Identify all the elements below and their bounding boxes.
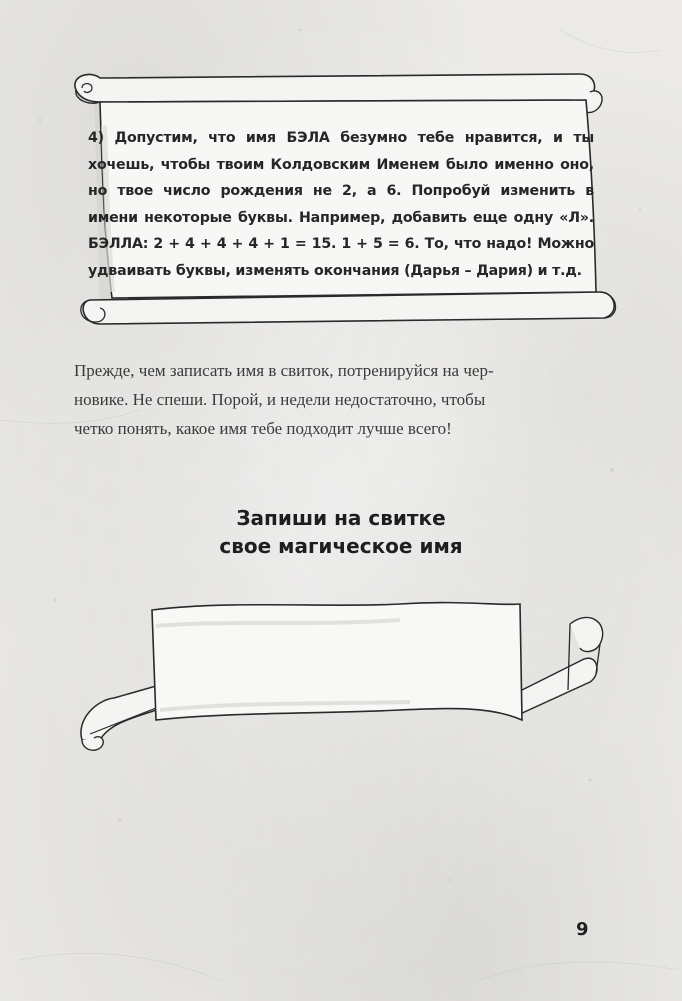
body-paragraph bbox=[74, 356, 608, 443]
paragraph-line: четко понять, какое имя тебе подходит лучше всего! bbox=[74, 419, 452, 438]
title-line: свое магическое имя bbox=[219, 534, 463, 558]
name-banner-scroll[interactable] bbox=[70, 590, 610, 760]
scroll-instruction-text: 4) Допустим, что имя БЭЛА безумно тебе нравится, и ты хочешь, чтобы твоим Колдовским Именем было именно оно, но твое число рождения не 2, а 6. Попробуй изменить в имени некоторые буквы. Например, добавить еще одну «Л». БЭЛЛА: 2 + 4 + 4 + 4 + 1 = 15. 1 + 5 = 6. То, что надо! Можно удваивать буквы, изменять окончания (Дарья – Дария) и т.д. bbox=[88, 130, 594, 279]
paragraph-line: новике. Не спеши. Порой, и недели недостаточно, чтобы bbox=[74, 390, 486, 409]
section-title bbox=[120, 504, 562, 560]
paragraph-line: Прежде, чем записать имя в свиток, потренируйся на чер- bbox=[74, 361, 494, 380]
page-number: 9 bbox=[576, 919, 589, 940]
title-line: Запиши на свитке bbox=[236, 506, 446, 530]
